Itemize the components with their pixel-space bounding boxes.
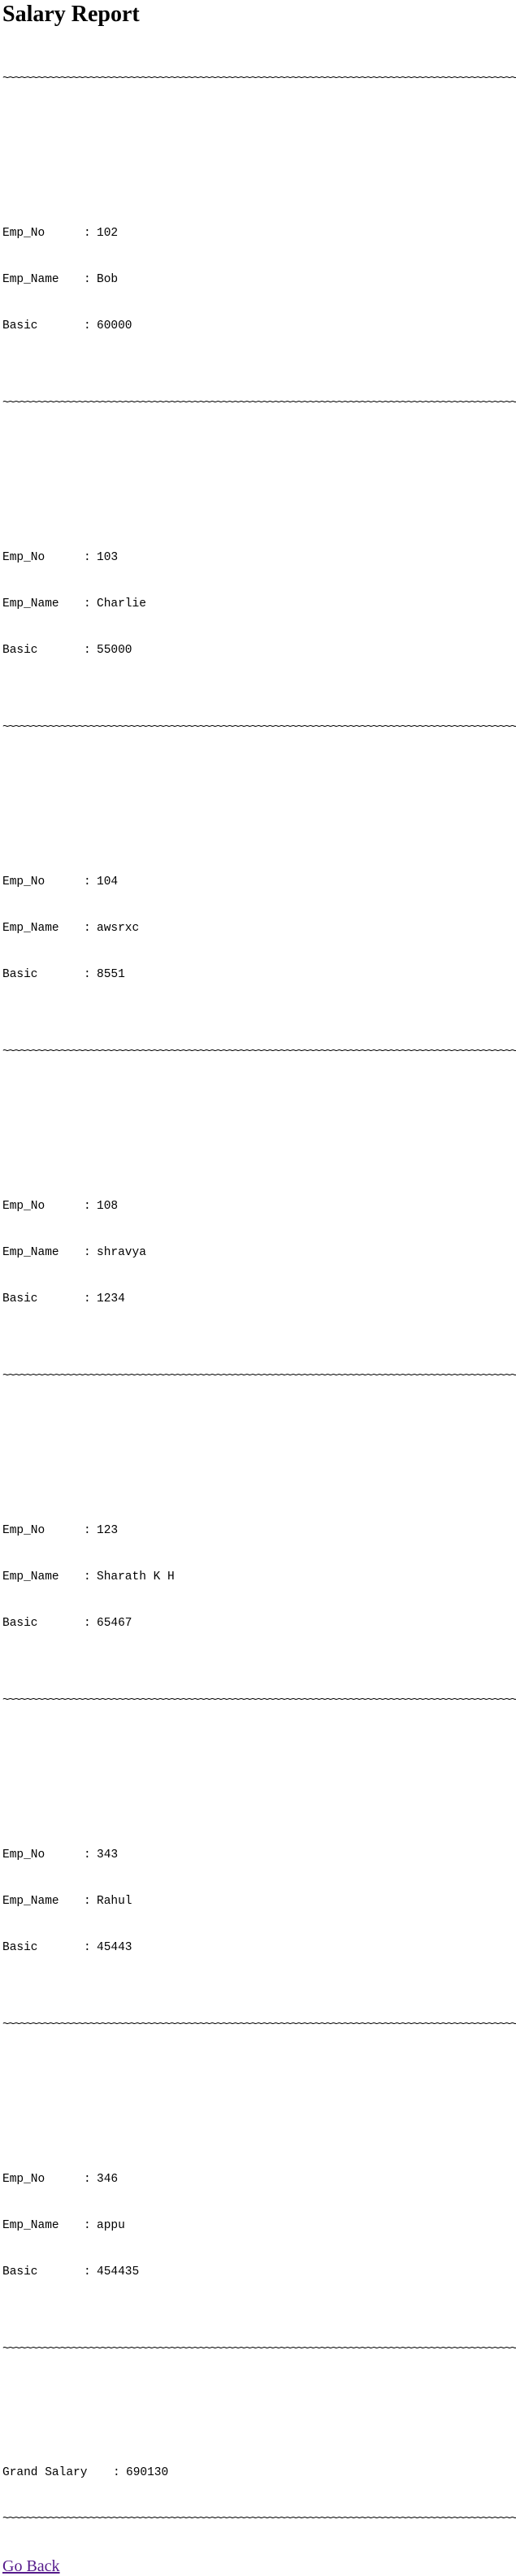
employee-record: Emp_No : 346 Emp_Name : appu Basic : 454435 — [2, 2173, 140, 2278]
employee-record: Emp_No : 343 Emp_Name : Rahul Basic : 45443 — [2, 1848, 132, 1954]
grand-salary-row: Grand Salary : 690130 — [2, 2466, 169, 2479]
emp-name-value: Sharath K H — [97, 1570, 175, 1583]
separator-line: ~~~~~~~~~~~~~~~~~~~~~~~~~~~~~~~~~~~~~~~~~~~~~~~~~~~~~~~~~~~~~~~~~~~~~~~~~~~~~~~~~~~~~~~~~ — [2, 397, 516, 410]
separator-line: ~~~~~~~~~~~~~~~~~~~~~~~~~~~~~~~~~~~~~~~~~~~~~~~~~~~~~~~~~~~~~~~~~~~~~~~~~~~~~~~~~~~~~~~~~ — [2, 1045, 516, 1058]
emp-no-value: 108 — [97, 1200, 119, 1213]
emp-no-label: Emp_No — [2, 2173, 46, 2186]
separator-line: ~~~~~~~~~~~~~~~~~~~~~~~~~~~~~~~~~~~~~~~~~~~~~~~~~~~~~~~~~~~~~~~~~~~~~~~~~~~~~~~~~~~~~~~~~ — [2, 2343, 516, 2356]
emp-name-label: Emp_Name — [2, 597, 59, 610]
grand-salary-value: 690130 — [126, 2466, 169, 2479]
emp-no-value: 102 — [97, 227, 119, 240]
emp-name-label: Emp_Name — [2, 1895, 59, 1908]
separator-line: ~~~~~~~~~~~~~~~~~~~~~~~~~~~~~~~~~~~~~~~~~~~~~~~~~~~~~~~~~~~~~~~~~~~~~~~~~~~~~~~~~~~~~~~~~ — [2, 2018, 516, 2031]
emp-name-value: awsrxc — [97, 922, 140, 935]
emp-no-label: Emp_No — [2, 227, 46, 240]
emp-name-value: appu — [97, 2219, 125, 2232]
emp-no-value: 104 — [97, 875, 119, 888]
basic-label: Basic — [2, 319, 38, 332]
emp-no-label: Emp_No — [2, 1524, 46, 1537]
basic-label: Basic — [2, 644, 38, 657]
employee-record: Emp_No : 103 Emp_Name : Charlie Basic : 55000 — [2, 551, 146, 657]
emp-no-value: 343 — [97, 1848, 119, 1861]
page-title: Salary Report — [2, 2, 140, 27]
emp-no-label: Emp_No — [2, 875, 46, 888]
basic-value: 55000 — [97, 644, 132, 657]
basic-label: Basic — [2, 968, 38, 981]
employee-record: Emp_No : 123 Emp_Name : Sharath K H Basic : 65467 — [2, 1524, 175, 1630]
emp-name-label: Emp_Name — [2, 2219, 59, 2232]
basic-value: 454435 — [97, 2265, 140, 2278]
employee-record: Emp_No : 108 Emp_Name : shravya Basic : 1234 — [2, 1200, 146, 1305]
emp-no-label: Emp_No — [2, 1200, 46, 1213]
emp-name-value: shravya — [97, 1246, 146, 1259]
grand-salary-label: Grand Salary — [2, 2466, 88, 2479]
basic-value: 1234 — [97, 1292, 125, 1305]
basic-label: Basic — [2, 1617, 38, 1630]
separator-line: ~~~~~~~~~~~~~~~~~~~~~~~~~~~~~~~~~~~~~~~~~~~~~~~~~~~~~~~~~~~~~~~~~~~~~~~~~~~~~~~~~~~~~~~~~ — [2, 1370, 516, 1383]
separator-line: ~~~~~~~~~~~~~~~~~~~~~~~~~~~~~~~~~~~~~~~~~~~~~~~~~~~~~~~~~~~~~~~~~~~~~~~~~~~~~~~~~~~~~~~~~ — [2, 721, 516, 734]
emp-no-label: Emp_No — [2, 551, 46, 564]
basic-label: Basic — [2, 1292, 38, 1305]
basic-value: 60000 — [97, 319, 132, 332]
emp-no-value: 346 — [97, 2173, 119, 2186]
emp-name-label: Emp_Name — [2, 1246, 59, 1259]
basic-value: 65467 — [97, 1617, 132, 1630]
basic-label: Basic — [2, 1941, 38, 1954]
employee-record: Emp_No : 102 Emp_Name : Bob Basic : 60000 — [2, 227, 132, 332]
separator-line: ~~~~~~~~~~~~~~~~~~~~~~~~~~~~~~~~~~~~~~~~~~~~~~~~~~~~~~~~~~~~~~~~~~~~~~~~~~~~~~~~~~~~~~~~~ — [2, 1694, 516, 1707]
emp-name-label: Emp_Name — [2, 922, 59, 935]
salary-report — [2, 41, 516, 2543]
basic-label: Basic — [2, 2265, 38, 2278]
emp-name-label: Emp_Name — [2, 273, 59, 286]
emp-name-value: Rahul — [97, 1895, 132, 1908]
separator-line: ~~~~~~~~~~~~~~~~~~~~~~~~~~~~~~~~~~~~~~~~~~~~~~~~~~~~~~~~~~~~~~~~~~~~~~~~~~~~~~~~~~~~~~~~~ — [2, 2513, 516, 2526]
emp-name-value: Bob — [97, 273, 119, 286]
emp-name-value: Charlie — [97, 597, 146, 610]
emp-no-value: 123 — [97, 1524, 119, 1537]
emp-no-label: Emp_No — [2, 1848, 46, 1861]
emp-no-value: 103 — [97, 551, 119, 564]
basic-value: 45443 — [97, 1941, 132, 1954]
emp-name-label: Emp_Name — [2, 1570, 59, 1583]
employee-record: Emp_No : 104 Emp_Name : awsrxc Basic : 8551 — [2, 875, 140, 981]
separator-line: ~~~~~~~~~~~~~~~~~~~~~~~~~~~~~~~~~~~~~~~~~~~~~~~~~~~~~~~~~~~~~~~~~~~~~~~~~~~~~~~~~~~~~~~~~ — [2, 72, 516, 85]
basic-value: 8551 — [97, 968, 125, 981]
go-back-link[interactable]: Go Back — [2, 2557, 60, 2575]
